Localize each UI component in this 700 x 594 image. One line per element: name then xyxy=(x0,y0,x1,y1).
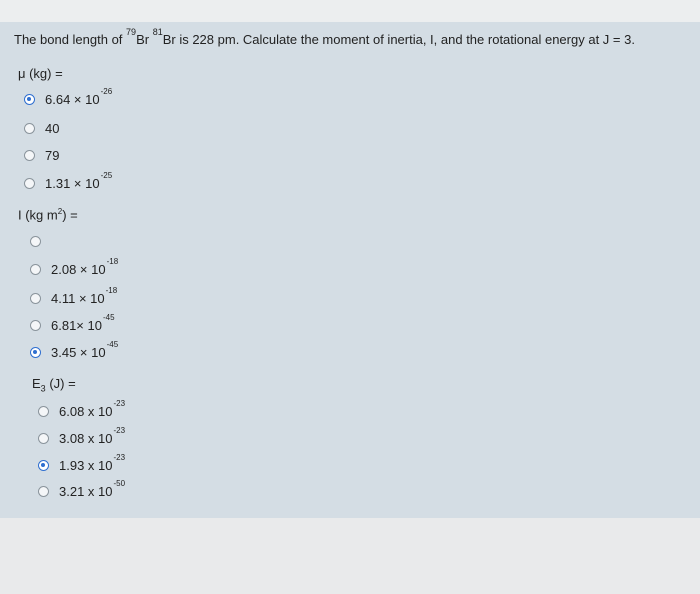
radio-icon[interactable] xyxy=(38,433,49,444)
mu-label: μ (kg) = xyxy=(18,66,63,81)
energy-option-4[interactable] xyxy=(38,479,126,499)
energy-option-3[interactable] xyxy=(38,453,126,473)
option-exponent: -23 xyxy=(113,426,126,435)
option-value: 3.45 × 10 xyxy=(51,345,106,360)
radio-icon[interactable] xyxy=(38,486,49,497)
question-text xyxy=(14,27,635,47)
radio-icon[interactable] xyxy=(24,123,35,134)
inertia-option-1[interactable] xyxy=(30,236,41,247)
energy-label-text: E xyxy=(32,376,41,391)
mu-option-2[interactable] xyxy=(24,121,59,136)
element-2: Br xyxy=(162,32,176,47)
radio-selected-icon[interactable] xyxy=(38,460,49,471)
element-1: Br xyxy=(136,32,150,47)
energy-label-end: (J) = xyxy=(49,376,76,391)
energy-option-1[interactable] xyxy=(38,399,126,419)
option-value: 2.08 × 10 xyxy=(51,262,106,277)
option-value: 6.08 x 10 xyxy=(59,404,113,419)
inertia-label-text: I (kg m xyxy=(18,207,58,223)
option-exponent: -23 xyxy=(113,399,126,408)
radio-icon[interactable] xyxy=(30,264,41,275)
mu-option-1[interactable] xyxy=(24,87,113,107)
option-value: 40 xyxy=(45,121,60,136)
inertia-option-2[interactable] xyxy=(30,257,119,277)
isotope-1: 79 xyxy=(126,27,137,37)
option-exponent: -45 xyxy=(102,313,115,322)
radio-icon[interactable] xyxy=(30,236,41,247)
option-value: 79 xyxy=(45,148,60,163)
inertia-option-5[interactable] xyxy=(30,340,119,360)
energy-option-2[interactable] xyxy=(38,426,126,446)
question-prefix: The bond length of xyxy=(14,32,123,47)
option-value: 6.81× 10 xyxy=(51,318,102,333)
inertia-option-3[interactable] xyxy=(30,286,118,306)
option-exponent: -18 xyxy=(106,257,119,266)
mu-option-3[interactable] xyxy=(24,148,59,163)
option-value: 1.31 × 10 xyxy=(45,176,100,191)
energy-label xyxy=(32,376,76,394)
energy-label-sub: 3 xyxy=(40,383,46,394)
option-exponent: -18 xyxy=(105,286,118,295)
option-exponent: -50 xyxy=(113,479,126,488)
option-value: 6.64 × 10 xyxy=(45,92,100,107)
radio-icon[interactable] xyxy=(24,178,35,189)
radio-icon[interactable] xyxy=(24,150,35,161)
option-value: 3.08 x 10 xyxy=(59,431,113,446)
inertia-label-sup: 2 xyxy=(57,207,63,216)
page-background xyxy=(0,518,700,594)
radio-selected-icon[interactable] xyxy=(30,347,41,358)
option-exponent: -23 xyxy=(113,453,126,462)
option-exponent: -45 xyxy=(106,340,119,349)
radio-selected-icon[interactable] xyxy=(24,94,35,105)
radio-icon[interactable] xyxy=(38,406,49,417)
inertia-label xyxy=(18,207,78,222)
option-exponent: -26 xyxy=(100,87,113,96)
radio-icon[interactable] xyxy=(30,293,41,304)
isotope-2: 81 xyxy=(152,27,163,37)
inertia-option-4[interactable] xyxy=(30,313,115,333)
mu-option-4[interactable] xyxy=(24,171,113,191)
radio-icon[interactable] xyxy=(30,320,41,331)
option-value: 4.11 × 10 xyxy=(51,291,105,306)
option-exponent: -25 xyxy=(100,171,113,180)
option-value: 1.93 x 10 xyxy=(59,458,113,473)
option-value: 3.21 x 10 xyxy=(59,484,113,499)
question-suffix: is 228 pm. Calculate the moment of inertia, I, and the rotational energy at J = 3. xyxy=(179,32,635,47)
inertia-label-end: ) = xyxy=(62,207,78,223)
